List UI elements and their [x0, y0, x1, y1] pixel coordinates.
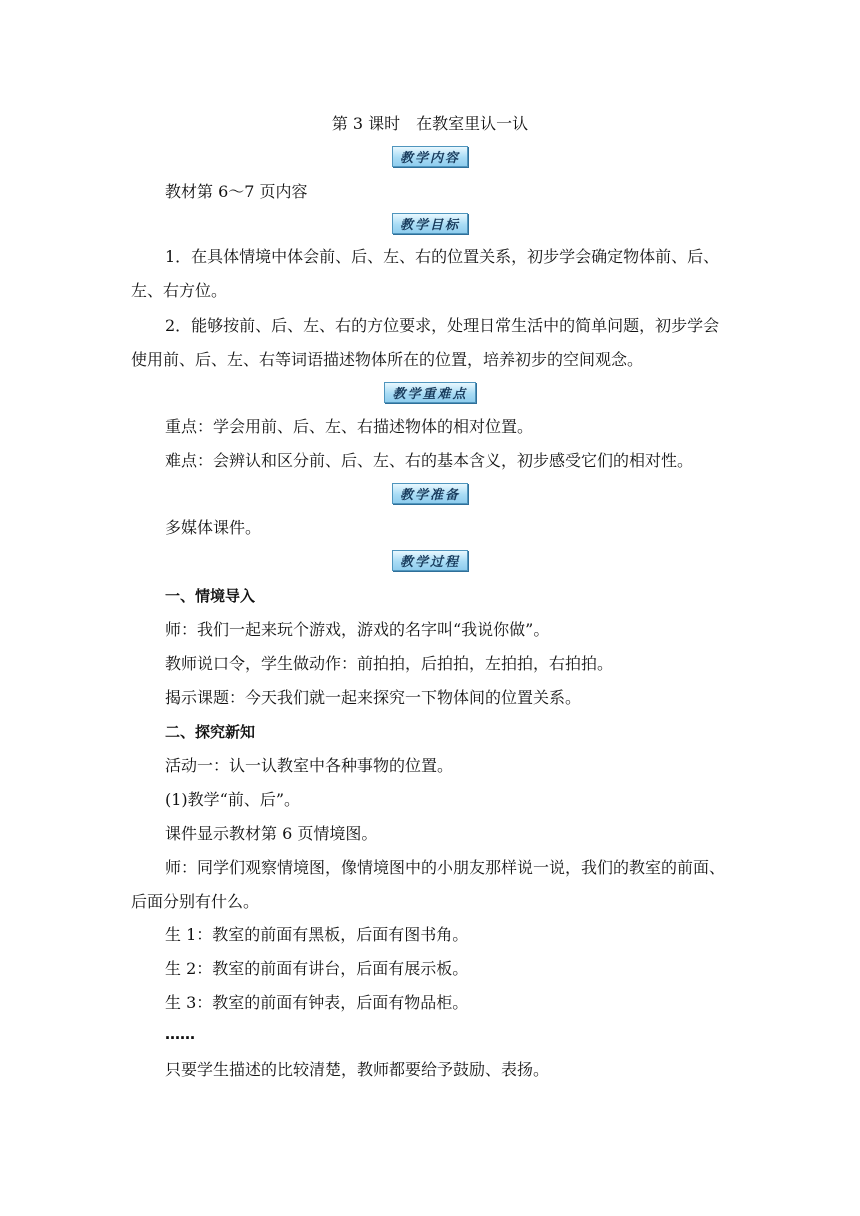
ellipsis: ……	[165, 1025, 195, 1043]
section-badge-preparation: 教学准备	[392, 483, 468, 504]
process-paragraph: 揭示课题：今天我们就一起来探究一下物体间的位置关系。	[165, 688, 582, 707]
key-point: 重点：学会用前、后、左、右描述物体的相对位置。	[165, 417, 534, 436]
difficult-point: 难点：会辨认和区分前、后、左、右的基本含义，初步感受它们的相对性。	[165, 451, 694, 470]
goal-1: 1．在具体情境中体会前、后、左、右的位置关系，初步学会确定物体前、后、左、右方位。	[131, 247, 720, 300]
goal-2: 2．能够按前、后、左、右的方位要求，处理日常生活中的简单问题，初步学会使用前、后、左、右等词语描述物体所在的位置，培养初步的空间观念。	[131, 316, 720, 369]
process-paragraph: 只要学生描述的比较清楚，教师都要给予鼓励、表扬。	[165, 1060, 550, 1079]
section-badge-row	[0, 483, 860, 504]
student-answer: 生 3：教室的前面有钟表，后面有物品柜。	[165, 993, 469, 1012]
content-text: 教材第 6～7 页内容	[165, 182, 308, 201]
section-badge-row	[0, 550, 860, 571]
student-answer: 生 1：教室的前面有黑板，后面有图书角。	[165, 925, 469, 944]
section-badge-content: 教学内容	[392, 146, 468, 167]
student-answer: 生 2：教室的前面有讲台，后面有展示板。	[165, 959, 469, 978]
part1-heading: 一、情境导入	[165, 587, 256, 605]
process-paragraph: 活动一：认一认教室中各种事物的位置。	[165, 756, 454, 775]
section-badge-process: 教学过程	[392, 550, 468, 571]
section-badge-key-points: 教学重难点	[384, 382, 475, 403]
section-badge-row	[0, 382, 860, 403]
process-paragraph: 教师说口令，学生做动作：前拍拍，后拍拍，左拍拍，右拍拍。	[165, 654, 614, 673]
process-paragraph: 课件显示教材第 6 页情境图。	[165, 824, 378, 843]
lesson-title: 第 3 课时 在教室里认一认	[331, 114, 529, 133]
part2-heading: 二、探究新知	[165, 723, 256, 741]
process-paragraph: 师：我们一起来玩个游戏，游戏的名字叫“我说你做”。	[165, 620, 550, 639]
process-paragraph: (1)教学“前、后”。	[165, 790, 301, 809]
section-badge-row	[0, 146, 860, 167]
preparation-text: 多媒体课件。	[165, 518, 262, 537]
process-paragraph: 师：同学们观察情境图，像情境图中的小朋友那样说一说，我们的教室的前面、后面分别有什么。	[131, 858, 726, 911]
section-badge-goals: 教学目标	[392, 213, 468, 234]
section-badge-row	[0, 213, 860, 234]
